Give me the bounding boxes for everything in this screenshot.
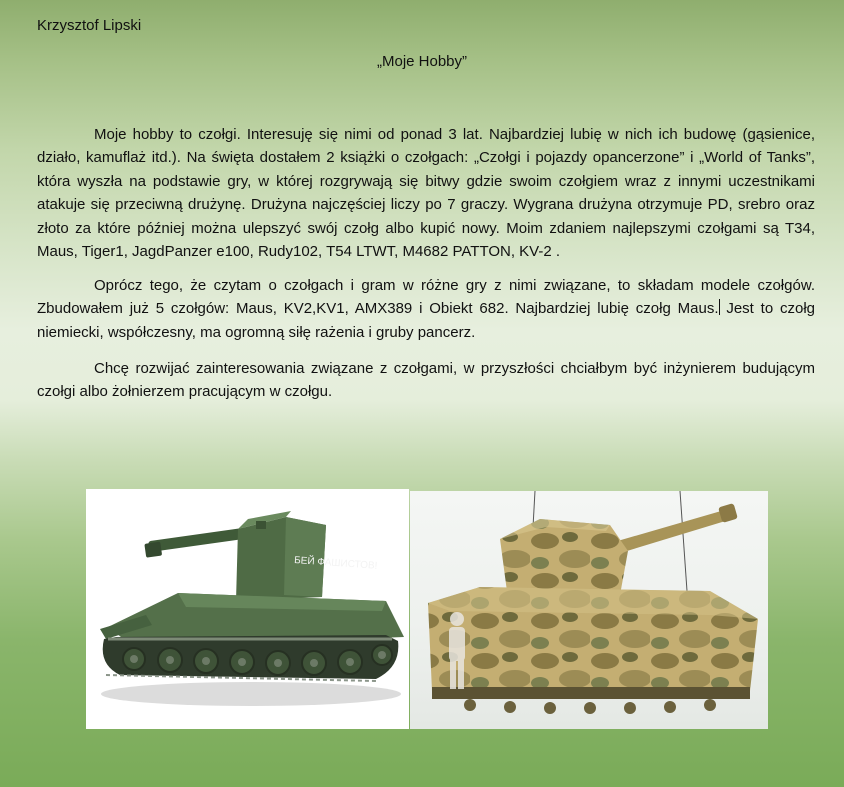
paragraph-2-text-tail: Jest to czołg niemiecki, współczesny, ma ogromną siłę rażenia i gruby pancerz. <box>37 300 815 341</box>
kv2-tank-illustration <box>86 489 409 729</box>
paragraph-3 <box>37 357 815 404</box>
author-name: Krzysztof Lipski <box>37 17 142 34</box>
document-title: „Moje Hobby” <box>376 53 468 70</box>
maus-tank-photo <box>410 491 768 729</box>
paragraph-1-text: Moje hobby to czołgi. Interesuję się nimi od ponad 3 lat. Najbardziej lubię w nich ich budowę (gąsienice, działo, kamuflaż itd.). Na święta dostałem 2 książki o czołgach: „Czołgi i pojazdy opancerzone” i „World of Tanks”, która wyszła na podstawie gry, w której rozgrywają się bitwy gdzie swoim czołgiem wraz z innymi uczestnikami atakuje się przeciwną drużynę. Drużyna najczęściej liczy po 7 graczy. Wygrana drużyna otrzymuje PD, srebro oraz złoto za które później można ulepszyć swój czołg albo kupić nowy. Moim zdaniem najlepszymi czołgami są T34, Maus, Tiger1, JagdPanzer e100, Rudy102, T54 LTWT, M4682 PATTON, KV-2 . <box>37 126 815 261</box>
paragraph-1 <box>37 123 815 263</box>
maus-tank-illustration <box>410 491 768 729</box>
paragraph-3-text: Chcę rozwijać zainteresowania związane z czołgami, w przyszłości chciałbym być inżynierem budującym czołgi albo żołnierzem pracującym w czołgu. <box>37 360 815 401</box>
paragraph-2-text: Oprócz tego, że czytam o czołgach i gram w różne gry z nimi związane, to składam modele czołgów. Zbudowałem już 5 czołgów: Maus, KV2,KV1, AMX389 i Obiekt 682. Najbardziej lubię czołg Maus. <box>37 277 815 318</box>
paragraph-2 <box>37 274 815 344</box>
kv2-tank-photo <box>86 489 409 729</box>
turret-marking: БЕЙ ФАШИСТОВ! <box>293 555 378 572</box>
